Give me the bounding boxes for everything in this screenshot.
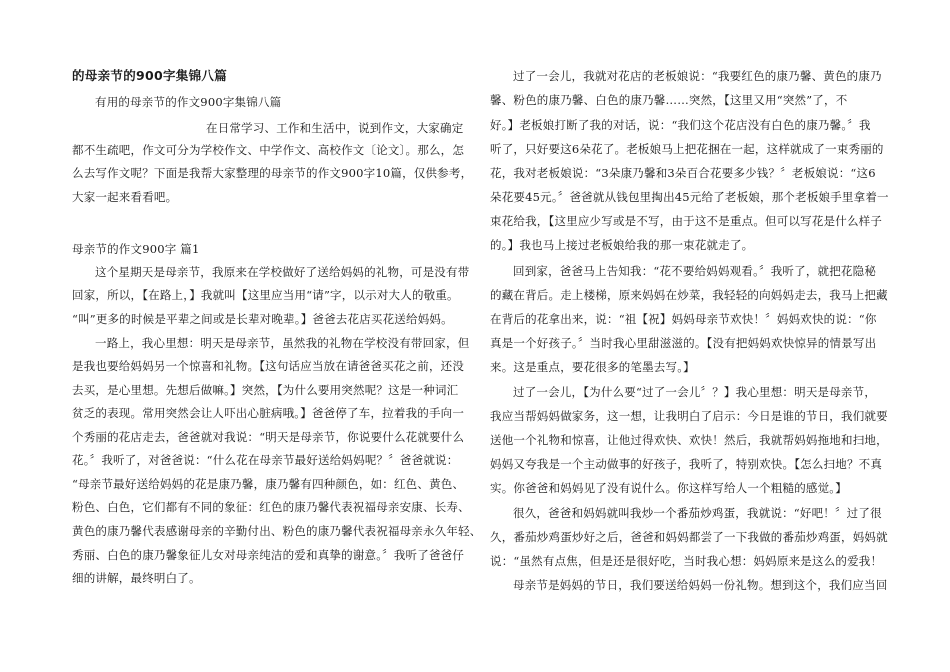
section-heading: 母亲节的作文900字 篇1 (72, 242, 200, 256)
document-subtitle: 有用的母亲节的作文900字集锦八篇 (95, 95, 282, 109)
body-line: 妈妈又夸我是一个主动做事的好孩子，我听了，特别欢快。【怎么扫地？不真 (490, 457, 883, 471)
body-line: 花，我对老板娘说：“3朵康乃馨和3朵百合花要多少钱？〞老板娘说：“这6 (490, 166, 876, 180)
body-line: “母亲节最好送给妈妈的花是康乃馨，康乃馨有四种颜色，如：红色、黄色、 (72, 477, 465, 491)
body-line: 去买，是心里想。先想后做嘛。】突然，【为什么要用突然呢？这是一种词汇 (72, 383, 459, 397)
body-line: 是我也要给妈妈另一个惊喜和礼物。【这句话应当放在请爸爸买花之前，还没 (72, 359, 465, 373)
body-line: 黄色的康乃馨代表感谢母亲的辛勤付出、粉色的康乃馨代表祝福母亲永久年轻、 (72, 524, 482, 538)
body-line: 粉色、白色，它们都有不同的象征：红色的康乃馨代表祝福母亲安康、长寿、 (72, 500, 470, 514)
intro-line: 么去写作文呢？下面是我帮大家整理的母亲节的作文900字10篇，仅供参考， (72, 166, 473, 180)
body-line: 的藏在背后。走上楼梯，原来妈妈在炒菜，我轻轻的向妈妈走去，我马上把藏 (490, 288, 888, 302)
body-line: 久，番茄炒鸡蛋炒好之后，爸爸和妈妈都尝了一下我做的番茄炒鸡蛋，妈妈就 (490, 530, 888, 544)
body-line: 这个星期天是母亲节，我原来在学校做好了送给妈妈的礼物，可是没有带 (95, 265, 470, 279)
intro-line: 大家一起来看看吧。 (72, 190, 178, 204)
body-line: 听了，只好要这6朵花了。老板娘马上把花捆在一起，这样就成了一束秀丽的 (490, 142, 884, 156)
body-line: 细的讲解，最终明白了。 (72, 571, 201, 585)
body-line: 回家，所以，【在路上，】我就叫【这里应当用“请”字，以示对大人的敬重。 (72, 288, 459, 302)
body-line: 送他一个礼物和惊喜，让他过得欢快、欢快！然后，我就帮妈妈拖地和扫地， (490, 433, 888, 447)
body-line: 秀丽、白色的康乃馨象征儿女对母亲纯洁的爱和真挚的谢意。〞我听了爸爸仔 (72, 548, 465, 562)
intro-line: 在日常学习、工作和生活中，说到作文，大家确定 (206, 121, 464, 135)
intro-line: 都不生疏吧，作文可分为学校作文、中学作文、高校作文〔论文〕。那么，怎 (72, 143, 465, 157)
body-line: 在背后的花拿出来，说：“祖【祝】妈妈母亲节欢快！〞妈妈欢快的说：“你 (490, 312, 877, 326)
body-line: 贫乏的表现。常用突然会让人吓出心脏病哦。】爸爸停了车，拉着我的手向一 (72, 406, 465, 420)
body-line: “叫”更多的时候是平辈之间或是长辈对晚辈。】爸爸去花店买花送给妈妈。 (72, 312, 453, 326)
body-line: 的。】我也马上接过老板娘给我的那一束花就走了。 (490, 238, 754, 252)
body-line: 朵花要45元。〞爸爸就从钱包里掏出45元给了老板娘，那个老板娘手里拿着一 (490, 190, 889, 204)
body-line: 过了一会儿，【为什么要“过了一会儿〞？】我心里想：明天是母亲节， (513, 385, 877, 399)
body-line: 实。你爸爸和妈妈见了没有说什么。你这样写给人一个粗糙的感觉。】 (490, 481, 847, 495)
body-line: 说：“虽然有点焦，但是还是很好吃，当时我心想：妈妈原来是这么的爱我！ (490, 554, 883, 568)
body-line: 真是一个好孩子。〞当时我心里甜滋滋的。【没有把妈妈欢快惊异的情景写出 (490, 336, 877, 350)
document-title: 的母亲节的900字集锦八篇 (72, 68, 227, 83)
body-line: 束花给我，【这里应少写或是不写，由于这不是重点。但可以写花是什么样子 (490, 214, 883, 228)
body-line: 馨、粉色的康乃馨、白色的康乃馨……突然，【这里又用“突然”了，不 (490, 93, 848, 107)
body-line: 好。】老板娘打断了我的对话，说：“我们这个花店没有白色的康乃馨。〞我 (490, 118, 871, 132)
body-line: 一路上，我心里想：明天是母亲节，虽然我的礼物在学校没有带回家，但 (95, 336, 470, 350)
body-line: 花。〞我听了，对爸爸说：“什么花在母亲节最好送给妈妈呢？〞爸爸就说： (72, 453, 459, 467)
body-line: 我应当帮妈妈做家务，这一想，让我明白了启示：今日是谁的节日，我们就要 (490, 409, 888, 423)
body-line: 母亲节是妈妈的节日，我们要送给妈妈一份礼物。想到这个，我们应当回 (513, 578, 888, 592)
body-line: 个秀丽的花店走去，爸爸就对我说：“明天是母亲节，你说要什么花就要什么 (72, 430, 465, 444)
body-line: 来。这是重点，要花很多的笔墨去写。】 (490, 360, 695, 374)
body-line: 很久，爸爸和妈妈就叫我炒一个番茄炒鸡蛋，我就说：“好吧！〞过了很 (513, 506, 882, 520)
body-line: 回到家，爸爸马上告知我：“花不要给妈妈观看。〞我听了，就把花隐秘 (513, 264, 877, 278)
body-line: 过了一会儿，我就对花店的老板娘说：“我要红色的康乃馨、黄色的康乃 (513, 69, 882, 83)
